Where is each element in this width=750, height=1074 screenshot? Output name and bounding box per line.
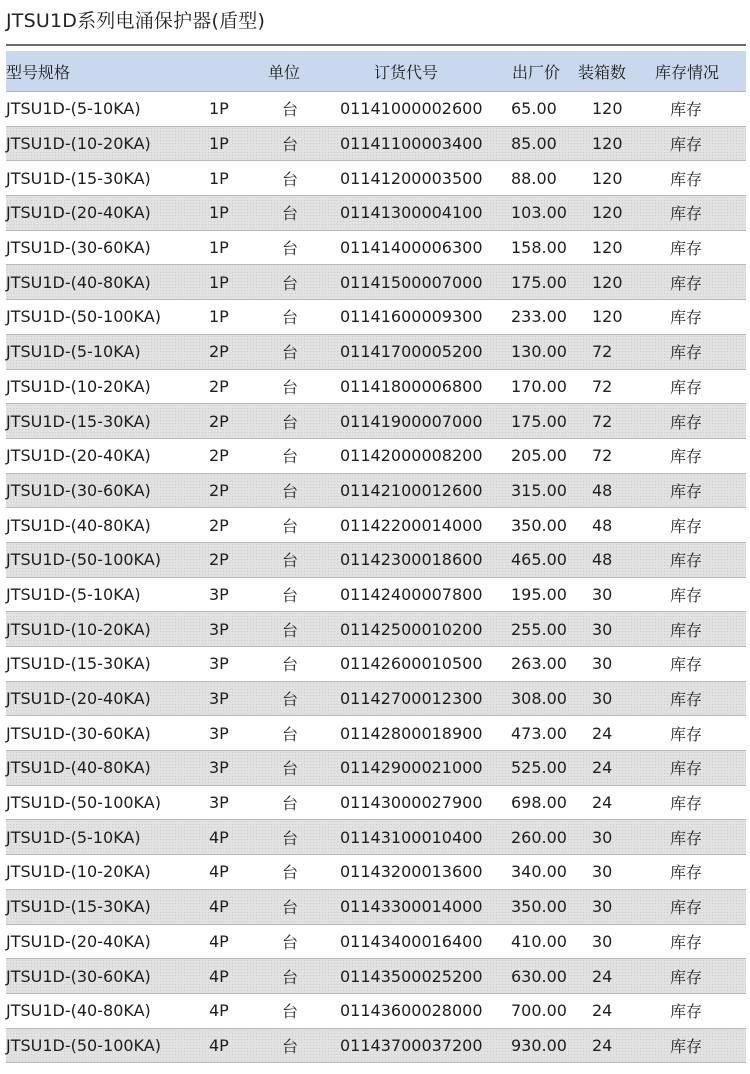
cell-poles: 3P bbox=[209, 793, 229, 813]
cell-box-qty: 24 bbox=[592, 966, 613, 986]
header-box-qty: 装箱数 bbox=[578, 62, 627, 82]
cell-model: JTSU1D-(20-40KA) bbox=[6, 446, 151, 466]
cell-order-code: 01141200003500 bbox=[340, 168, 483, 188]
cell-box-qty: 30 bbox=[592, 584, 613, 604]
cell-price: 255.00 bbox=[511, 619, 567, 639]
cell-price: 260.00 bbox=[511, 827, 567, 847]
cell-poles: 3P bbox=[209, 689, 229, 709]
cell-unit: 台 bbox=[282, 516, 299, 536]
cell-box-qty: 120 bbox=[592, 168, 623, 188]
cell-order-code: 01142700012300 bbox=[340, 689, 483, 709]
cell-box-qty: 30 bbox=[592, 862, 613, 882]
cell-price: 698.00 bbox=[511, 793, 567, 813]
cell-price: 700.00 bbox=[511, 1001, 567, 1021]
table-row bbox=[6, 751, 746, 786]
cell-price: 175.00 bbox=[511, 272, 567, 292]
cell-unit: 台 bbox=[282, 343, 299, 363]
cell-box-qty: 30 bbox=[592, 619, 613, 639]
cell-price: 170.00 bbox=[511, 376, 567, 396]
table-row bbox=[6, 820, 746, 855]
cell-model: JTSU1D-(20-40KA) bbox=[6, 931, 151, 951]
cell-order-code: 01142800018900 bbox=[340, 723, 483, 743]
cell-stock: 库存 bbox=[670, 516, 703, 536]
cell-model: JTSU1D-(10-20KA) bbox=[6, 862, 151, 882]
cell-price: 158.00 bbox=[511, 238, 567, 258]
cell-poles: 3P bbox=[209, 758, 229, 778]
cell-model: JTSU1D-(50-100KA) bbox=[6, 1035, 161, 1055]
cell-unit: 台 bbox=[282, 967, 299, 987]
cell-poles: 2P bbox=[209, 411, 229, 431]
cell-stock: 库存 bbox=[670, 377, 703, 397]
cell-model: JTSU1D-(5-10KA) bbox=[6, 827, 141, 847]
cell-model: JTSU1D-(50-100KA) bbox=[6, 550, 161, 570]
cell-poles: 1P bbox=[209, 238, 229, 258]
cell-price: 473.00 bbox=[511, 723, 567, 743]
table-row bbox=[6, 716, 746, 751]
cell-unit: 台 bbox=[282, 1002, 299, 1022]
cell-order-code: 01142400007800 bbox=[340, 584, 483, 604]
cell-poles: 3P bbox=[209, 619, 229, 639]
cell-order-code: 01141100003400 bbox=[340, 134, 483, 154]
cell-stock: 库存 bbox=[670, 898, 703, 918]
cell-box-qty: 120 bbox=[592, 134, 623, 154]
table-row bbox=[6, 92, 746, 127]
cell-price: 340.00 bbox=[511, 862, 567, 882]
cell-price: 410.00 bbox=[511, 931, 567, 951]
cell-poles: 1P bbox=[209, 203, 229, 223]
cell-box-qty: 120 bbox=[592, 272, 623, 292]
cell-price: 350.00 bbox=[511, 515, 567, 535]
cell-order-code: 01143500025200 bbox=[340, 966, 483, 986]
cell-poles: 4P bbox=[209, 1001, 229, 1021]
cell-stock: 库存 bbox=[670, 447, 703, 467]
cell-order-code: 01141800006800 bbox=[340, 376, 483, 396]
cell-unit: 台 bbox=[282, 690, 299, 710]
cell-unit: 台 bbox=[282, 655, 299, 675]
table-row bbox=[6, 994, 746, 1029]
title-divider bbox=[6, 44, 746, 46]
cell-price: 350.00 bbox=[511, 897, 567, 917]
table-row bbox=[6, 127, 746, 162]
cell-price: 205.00 bbox=[511, 446, 567, 466]
cell-box-qty: 30 bbox=[592, 689, 613, 709]
cell-price: 930.00 bbox=[511, 1035, 567, 1055]
cell-model: JTSU1D-(5-10KA) bbox=[6, 99, 141, 119]
cell-stock: 库存 bbox=[670, 863, 703, 883]
cell-order-code: 01143200013600 bbox=[340, 862, 483, 882]
cell-poles: 1P bbox=[209, 99, 229, 119]
cell-unit: 台 bbox=[282, 204, 299, 224]
cell-stock: 库存 bbox=[670, 343, 703, 363]
table-row bbox=[6, 474, 746, 509]
cell-stock: 库存 bbox=[670, 239, 703, 259]
cell-order-code: 01142500010200 bbox=[340, 619, 483, 639]
table-row bbox=[6, 439, 746, 474]
table-row bbox=[6, 300, 746, 335]
cell-box-qty: 24 bbox=[592, 723, 613, 743]
header-price: 出厂价 bbox=[512, 62, 561, 82]
cell-box-qty: 120 bbox=[592, 238, 623, 258]
table-row bbox=[6, 612, 746, 647]
cell-model: JTSU1D-(10-20KA) bbox=[6, 376, 151, 396]
cell-order-code: 01143700037200 bbox=[340, 1035, 483, 1055]
table-row bbox=[6, 959, 746, 994]
cell-poles: 4P bbox=[209, 862, 229, 882]
cell-poles: 1P bbox=[209, 134, 229, 154]
cell-order-code: 01143300014000 bbox=[340, 897, 483, 917]
cell-price: 308.00 bbox=[511, 689, 567, 709]
table-row bbox=[6, 265, 746, 300]
cell-model: JTSU1D-(20-40KA) bbox=[6, 689, 151, 709]
cell-stock: 库存 bbox=[670, 759, 703, 779]
cell-unit: 台 bbox=[282, 794, 299, 814]
cell-price: 630.00 bbox=[511, 966, 567, 986]
cell-price: 195.00 bbox=[511, 584, 567, 604]
cell-unit: 台 bbox=[282, 759, 299, 779]
cell-model: JTSU1D-(20-40KA) bbox=[6, 203, 151, 223]
table-body bbox=[6, 92, 746, 1063]
cell-stock: 库存 bbox=[670, 308, 703, 328]
cell-order-code: 01141900007000 bbox=[340, 411, 483, 431]
cell-model: JTSU1D-(30-60KA) bbox=[6, 480, 151, 500]
header-model: 型号规格 bbox=[6, 62, 71, 82]
cell-price: 233.00 bbox=[511, 307, 567, 327]
cell-box-qty: 24 bbox=[592, 1035, 613, 1055]
cell-poles: 2P bbox=[209, 446, 229, 466]
cell-poles: 3P bbox=[209, 723, 229, 743]
cell-stock: 库存 bbox=[670, 794, 703, 814]
table-row bbox=[6, 647, 746, 682]
table-row bbox=[6, 508, 746, 543]
cell-order-code: 01141500007000 bbox=[340, 272, 483, 292]
table-row bbox=[6, 543, 746, 578]
cell-order-code: 01143600028000 bbox=[340, 1001, 483, 1021]
cell-stock: 库存 bbox=[670, 1002, 703, 1022]
cell-model: JTSU1D-(50-100KA) bbox=[6, 307, 161, 327]
cell-poles: 1P bbox=[209, 272, 229, 292]
cell-box-qty: 48 bbox=[592, 550, 613, 570]
cell-unit: 台 bbox=[282, 828, 299, 848]
cell-unit: 台 bbox=[282, 135, 299, 155]
table-row bbox=[6, 370, 746, 405]
cell-price: 103.00 bbox=[511, 203, 567, 223]
cell-stock: 库存 bbox=[670, 481, 703, 501]
cell-box-qty: 48 bbox=[592, 515, 613, 535]
cell-box-qty: 72 bbox=[592, 411, 613, 431]
cell-model: JTSU1D-(15-30KA) bbox=[6, 654, 151, 674]
cell-model: JTSU1D-(15-30KA) bbox=[6, 168, 151, 188]
cell-model: JTSU1D-(40-80KA) bbox=[6, 515, 151, 535]
cell-poles: 2P bbox=[209, 515, 229, 535]
cell-order-code: 01141700005200 bbox=[340, 342, 483, 362]
table-row bbox=[6, 161, 746, 196]
cell-box-qty: 120 bbox=[592, 99, 623, 119]
cell-unit: 台 bbox=[282, 100, 299, 120]
cell-model: JTSU1D-(30-60KA) bbox=[6, 966, 151, 986]
cell-model: JTSU1D-(40-80KA) bbox=[6, 758, 151, 778]
cell-poles: 2P bbox=[209, 342, 229, 362]
cell-model: JTSU1D-(50-100KA) bbox=[6, 793, 161, 813]
cell-order-code: 01142200014000 bbox=[340, 515, 483, 535]
page-title: JTSU1D系列电涌保护器(盾型) bbox=[6, 10, 266, 32]
table-row bbox=[6, 925, 746, 960]
cell-unit: 台 bbox=[282, 724, 299, 744]
cell-model: JTSU1D-(10-20KA) bbox=[6, 619, 151, 639]
cell-stock: 库存 bbox=[670, 585, 703, 605]
cell-stock: 库存 bbox=[670, 967, 703, 987]
cell-poles: 4P bbox=[209, 931, 229, 951]
table-row bbox=[6, 1029, 746, 1064]
cell-unit: 台 bbox=[282, 932, 299, 952]
cell-price: 315.00 bbox=[511, 480, 567, 500]
cell-poles: 4P bbox=[209, 827, 229, 847]
cell-order-code: 01141600009300 bbox=[340, 307, 483, 327]
cell-unit: 台 bbox=[282, 1036, 299, 1056]
cell-box-qty: 30 bbox=[592, 897, 613, 917]
cell-box-qty: 24 bbox=[592, 758, 613, 778]
cell-poles: 2P bbox=[209, 550, 229, 570]
cell-order-code: 01143400016400 bbox=[340, 931, 483, 951]
cell-unit: 台 bbox=[282, 898, 299, 918]
table-row bbox=[6, 196, 746, 231]
cell-unit: 台 bbox=[282, 169, 299, 189]
table-row bbox=[6, 890, 746, 925]
cell-stock: 库存 bbox=[670, 169, 703, 189]
cell-stock: 库存 bbox=[670, 551, 703, 571]
cell-order-code: 01141000002600 bbox=[340, 99, 483, 119]
cell-model: JTSU1D-(40-80KA) bbox=[6, 272, 151, 292]
cell-price: 525.00 bbox=[511, 758, 567, 778]
cell-box-qty: 30 bbox=[592, 827, 613, 847]
cell-box-qty: 72 bbox=[592, 376, 613, 396]
cell-poles: 1P bbox=[209, 168, 229, 188]
cell-unit: 台 bbox=[282, 620, 299, 640]
cell-stock: 库存 bbox=[670, 273, 703, 293]
table-row bbox=[6, 578, 746, 613]
cell-model: JTSU1D-(40-80KA) bbox=[6, 1001, 151, 1021]
cell-order-code: 01142300018600 bbox=[340, 550, 483, 570]
price-table bbox=[6, 51, 746, 1063]
table-row bbox=[6, 335, 746, 370]
cell-unit: 台 bbox=[282, 481, 299, 501]
cell-model: JTSU1D-(30-60KA) bbox=[6, 238, 151, 258]
cell-stock: 库存 bbox=[670, 724, 703, 744]
cell-poles: 3P bbox=[209, 654, 229, 674]
cell-price: 263.00 bbox=[511, 654, 567, 674]
cell-order-code: 01142000008200 bbox=[340, 446, 483, 466]
cell-price: 85.00 bbox=[511, 134, 557, 154]
cell-price: 465.00 bbox=[511, 550, 567, 570]
cell-unit: 台 bbox=[282, 239, 299, 259]
cell-unit: 台 bbox=[282, 273, 299, 293]
header-stock: 库存情况 bbox=[655, 62, 720, 82]
cell-stock: 库存 bbox=[670, 100, 703, 120]
cell-order-code: 01141400006300 bbox=[340, 238, 483, 258]
table-row bbox=[6, 855, 746, 890]
cell-model: JTSU1D-(15-30KA) bbox=[6, 897, 151, 917]
cell-unit: 台 bbox=[282, 308, 299, 328]
cell-box-qty: 30 bbox=[592, 931, 613, 951]
cell-unit: 台 bbox=[282, 551, 299, 571]
cell-stock: 库存 bbox=[670, 828, 703, 848]
cell-order-code: 01142900021000 bbox=[340, 758, 483, 778]
cell-stock: 库存 bbox=[670, 135, 703, 155]
header-unit: 单位 bbox=[268, 62, 301, 82]
cell-stock: 库存 bbox=[670, 204, 703, 224]
cell-box-qty: 48 bbox=[592, 480, 613, 500]
cell-price: 88.00 bbox=[511, 168, 557, 188]
cell-model: JTSU1D-(30-60KA) bbox=[6, 723, 151, 743]
cell-poles: 4P bbox=[209, 897, 229, 917]
cell-unit: 台 bbox=[282, 585, 299, 605]
cell-poles: 2P bbox=[209, 480, 229, 500]
header-order-code: 订货代号 bbox=[374, 62, 439, 82]
cell-model: JTSU1D-(5-10KA) bbox=[6, 584, 141, 604]
table-row bbox=[6, 682, 746, 717]
cell-order-code: 01142100012600 bbox=[340, 480, 483, 500]
cell-poles: 2P bbox=[209, 376, 229, 396]
cell-order-code: 01143000027900 bbox=[340, 793, 483, 813]
cell-order-code: 01141300004100 bbox=[340, 203, 483, 223]
cell-box-qty: 120 bbox=[592, 307, 623, 327]
cell-stock: 库存 bbox=[670, 932, 703, 952]
table-header-row bbox=[6, 51, 746, 92]
cell-stock: 库存 bbox=[670, 1036, 703, 1056]
cell-model: JTSU1D-(10-20KA) bbox=[6, 134, 151, 154]
cell-unit: 台 bbox=[282, 863, 299, 883]
cell-unit: 台 bbox=[282, 377, 299, 397]
cell-price: 130.00 bbox=[511, 342, 567, 362]
cell-poles: 3P bbox=[209, 584, 229, 604]
cell-box-qty: 24 bbox=[592, 793, 613, 813]
table-row bbox=[6, 786, 746, 821]
cell-box-qty: 120 bbox=[592, 203, 623, 223]
cell-poles: 4P bbox=[209, 966, 229, 986]
cell-price: 175.00 bbox=[511, 411, 567, 431]
cell-stock: 库存 bbox=[670, 620, 703, 640]
cell-order-code: 01143100010400 bbox=[340, 827, 483, 847]
cell-box-qty: 24 bbox=[592, 1001, 613, 1021]
cell-stock: 库存 bbox=[670, 412, 703, 432]
cell-model: JTSU1D-(5-10KA) bbox=[6, 342, 141, 362]
cell-price: 65.00 bbox=[511, 99, 557, 119]
cell-poles: 4P bbox=[209, 1035, 229, 1055]
cell-unit: 台 bbox=[282, 447, 299, 467]
cell-order-code: 01142600010500 bbox=[340, 654, 483, 674]
cell-unit: 台 bbox=[282, 412, 299, 432]
cell-stock: 库存 bbox=[670, 690, 703, 710]
cell-box-qty: 30 bbox=[592, 654, 613, 674]
table-row bbox=[6, 404, 746, 439]
table-row bbox=[6, 231, 746, 266]
cell-stock: 库存 bbox=[670, 655, 703, 675]
cell-model: JTSU1D-(15-30KA) bbox=[6, 411, 151, 431]
cell-poles: 1P bbox=[209, 307, 229, 327]
cell-box-qty: 72 bbox=[592, 342, 613, 362]
cell-box-qty: 72 bbox=[592, 446, 613, 466]
